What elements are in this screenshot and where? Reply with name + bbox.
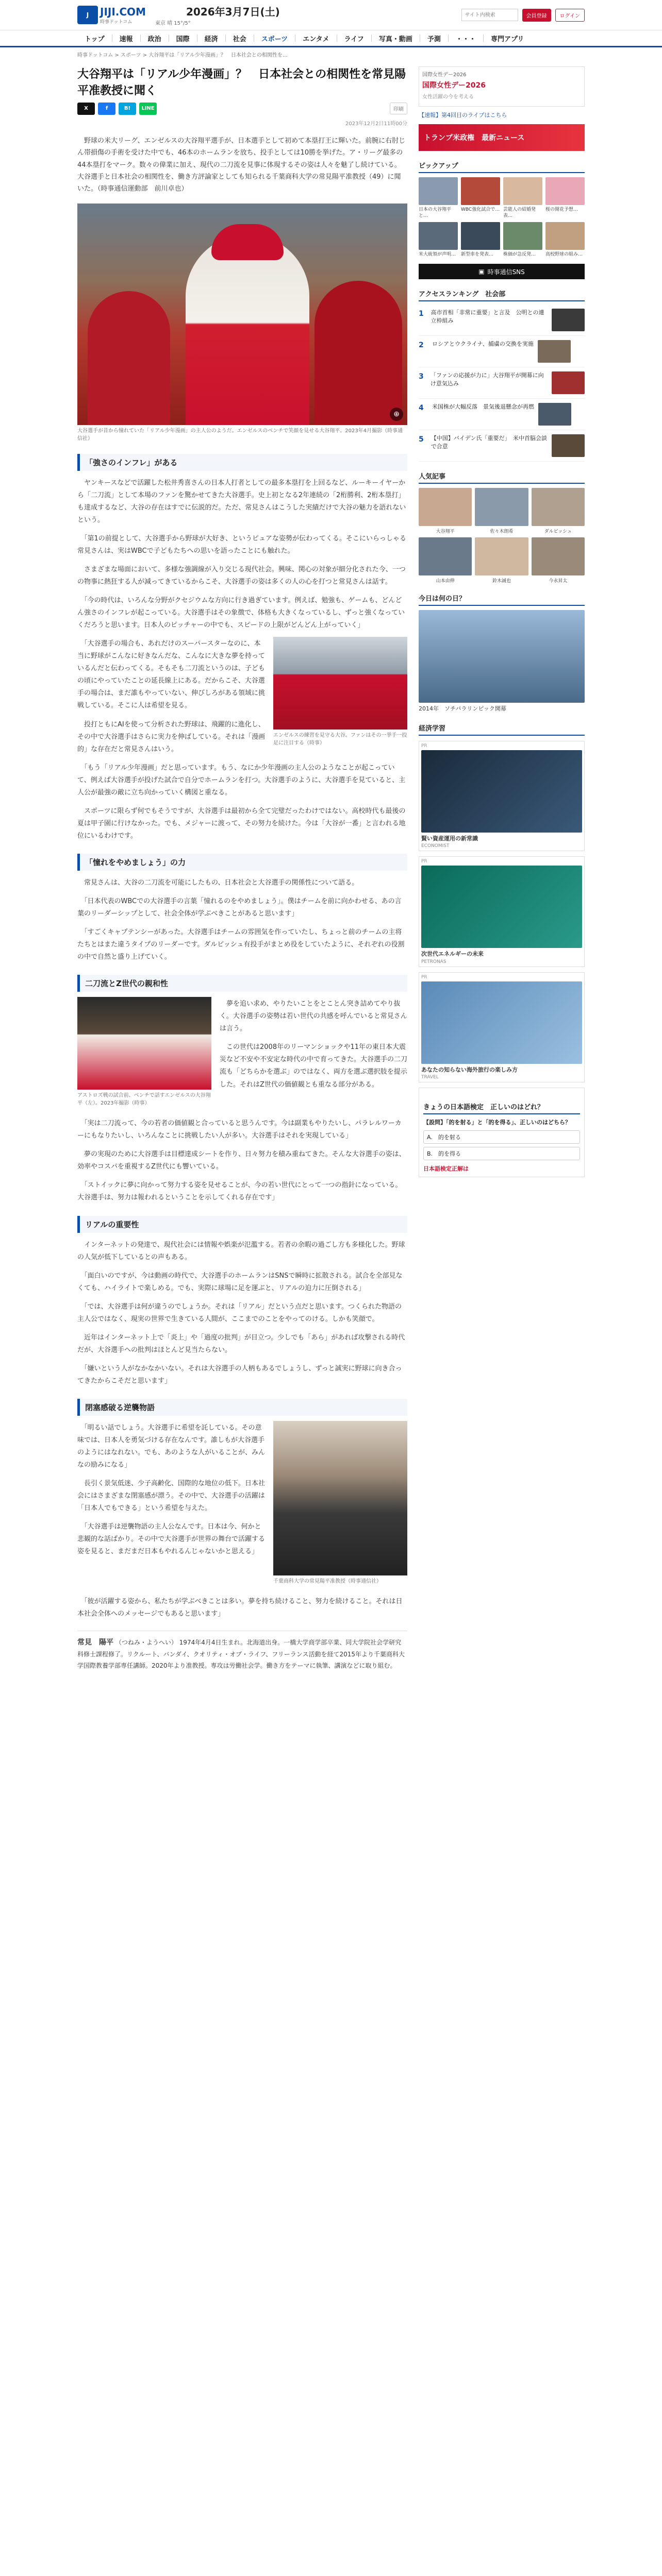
paragraph: 「では、大谷選手は何が違うのでしょうか。それは「リアル」だという点だと思います。つくられた物語の主人公ではなく、現実の世界で生きている人間が、ここまでのことをやってのける。しかも笑顔で。 [77,1302,402,1323]
ranking-item[interactable] [419,399,585,430]
people-grid [419,488,585,584]
pickup-title: ピックアップ [419,162,458,170]
nav-item[interactable]: エンタメ [303,35,329,43]
rank-number: 4 [419,404,424,413]
rank-number: 5 [419,435,424,444]
pickup-text: 新型車を発表… [461,252,494,258]
inline-photo-caption: アストロズ戦の試合前、ベンチで話すエンゼルスの大谷翔平（左）。2023年撮影（時事） [77,1093,211,1107]
pickup-item[interactable] [419,177,458,219]
pickup-thumb [503,222,542,250]
ad-pr-label: PR [421,859,427,865]
nav-item[interactable]: 経済 [204,35,218,43]
photo-person [88,291,170,425]
econ-heading [419,723,585,736]
pickup-item[interactable] [419,222,458,258]
ranking-item[interactable] [419,304,585,336]
author-profile [77,1631,407,1671]
sidebar-ad[interactable] [419,66,585,107]
nav-item[interactable]: トップ [85,35,105,43]
section-heading: 「憧れをやめましょう」の力 [77,854,407,871]
people-item[interactable] [475,537,528,584]
inline-photo-caption: エンゼルスの練習を見守る大谷。ファンはその一挙手一投足に注目する（時事） [273,733,407,747]
pickup-thumb [461,177,500,205]
people-item[interactable] [532,488,585,534]
nav-item[interactable]: 国際 [176,35,190,43]
quiz-option[interactable]: B. 的を得る [423,1147,580,1160]
trump-banner[interactable]: トランプ米政権 最新ニュース [419,124,585,151]
inline-photo[interactable] [273,1421,407,1585]
pickup-text: 日本の大谷翔平と… [419,207,452,219]
paragraph: インターネットの発達で、現代社会には情報や娯楽が氾濫する。若者の余暇の過ごし方も多様化した。野球の人気が低下しているとの声もある。 [77,1241,405,1261]
section-heading: 「強さのインフレ」がある [77,454,407,471]
main-nav [0,30,662,47]
photo-subject [186,234,309,425]
people-name: 佐々木朗希 [490,529,514,535]
ad-label: 国際女性デー2026 [422,72,467,78]
rank-number: 3 [419,372,424,381]
profile-reading: （つねみ・ようへい） [115,1639,177,1647]
ad-block[interactable] [419,741,585,851]
pickup-item[interactable] [461,222,500,258]
section-heading: 閉塞感破る逆襲物語 [77,1399,407,1416]
logo-icon: J [77,6,98,24]
ad-image [421,981,582,1064]
paragraph: 「実は二刀流って、今の若者の価値観と合っていると思うんです。今は副業もやりたいし、パラレルワーカーにもなりたいし、いろんなことに挑戦したい人が多い。大谷選手はそれを実現している」 [77,1120,402,1140]
register-button[interactable]: 会員登録 [522,9,551,22]
inline-photo-caption: 千葉商科大学の常見陽平准教授（時事通信社） [273,1578,382,1584]
search-input[interactable] [461,9,518,21]
pickup-item[interactable] [545,177,585,219]
pickup-heading [419,160,585,173]
ad-image [421,866,582,948]
ad-title: あなたの知らない海外旅行の楽しみ方 [421,1066,518,1073]
paragraph: 「もう「リアル少年漫画」だと思っています。もう、なにか少年漫画の主人公のようなことが起こっていて、例えば大谷選手が投げた試合で自分でホームランを打つ。大谷選手のように、大谷選手を見ていると、主人公が最強の敵に立ち向かっていく構図と重なる。 [77,764,406,796]
pickup-text: 高校野球の組み… [545,252,583,258]
nav-item[interactable]: 写真・動画 [378,35,412,43]
sns-button[interactable] [419,264,585,279]
site-header [0,0,662,30]
breadcrumb[interactable]: 時事ドットコム > スポーツ > 大谷翔平は「リアル少年漫画」？ 日本社会との相関性を… [77,53,288,58]
pickup-text: 桜の開花予想… [545,207,578,212]
paragraph: 夢を追い求め、やりたいことをとことん突き詰めてやり抜く。大谷選手の姿勢は若い世代の共感を呼んでいると常見さんは言う。 [220,1000,407,1033]
today-photo[interactable] [419,610,585,703]
rank-text: ロシアとウクライナ、捕虜の交換を実施 [432,341,534,348]
header-date: 2026年3月7日(土) [186,6,280,18]
people-name: 大谷翔平 [436,529,455,535]
sidebar [419,61,585,1671]
section-heading: リアルの重要性 [77,1216,407,1233]
paragraph: 「すごくキャプテンシーがあった。大谷選手はチームの雰囲気を作っていたし、ちょっと前のチームの主将たちとはまた違うタイプのリーダーです。ダルビッシュ有投手がまとめ役をしていたように、それぞれの役割の中で自然と盛り上げていく。 [77,928,405,961]
rank-thumb [552,309,585,331]
share-line-button[interactable]: LINE [139,103,157,115]
nav-item-more[interactable]: ・・・ [455,35,476,43]
nav-item[interactable]: 予測 [427,35,441,43]
share-x-button[interactable]: X [77,103,95,115]
rank-text: 高市首相「非常に重要」と言及 公明との連立枠組み [431,309,544,325]
photo-caption: 大谷選手が昔から憧れていた「リアル少年漫画」の主人公のようだ。エンゼルスのベンチで笑顔を見せる大谷翔平。2023年4月撮影（時事通信社） [77,428,403,442]
ad-block[interactable] [419,972,585,1082]
inline-photo-image [273,637,407,730]
inline-photo[interactable] [77,997,211,1107]
people-thumb [475,488,528,526]
pickup-text: 株価が急反発… [503,252,536,258]
pickup-thumb [419,222,458,250]
rank-number: 1 [419,310,424,318]
pickup-thumb [461,222,500,250]
rank-thumb [552,371,585,394]
photo-cap [211,224,284,260]
pickup-thumb [503,177,542,205]
inline-photo-image [77,997,211,1090]
ad-sub: 女性活躍の今を考える [422,94,474,100]
quiz-heading [423,1101,580,1114]
ranking-item[interactable] [419,336,585,367]
rank-text: 【中国】バイデン氏「重要だ」 米中首脳会談で合意 [431,435,548,450]
paragraph: 「第1の前提として、大谷選手から野球が大好き、というピュアな姿勢が伝わってくる。そこにいらっしゃる常見さんは、実はWBCで子どもたちへの思いを語ったことにも触れた。 [77,534,406,555]
rank-number: 2 [419,341,424,350]
section-heading: 二刀流とZ世代の親和性 [77,975,407,992]
ranking-list [419,304,585,462]
people-thumb [475,537,528,575]
paragraph: 「ストイックに夢に向かって努力する姿を見せることが、今の若い世代にとって一つの指針になっている。大谷選手は、努力は報われるということを示してくれる存在です」 [77,1181,402,1202]
share-facebook-button[interactable]: f [98,103,115,115]
people-thumb [419,537,472,575]
nav-item[interactable]: 社会 [233,35,246,43]
header-weather: 東京 晴 15°/5° [155,21,191,26]
nav-item-apps[interactable]: 専門アプリ [490,35,524,43]
print-button[interactable]: 印刷 [390,103,407,114]
sns-label: 時事通信SNS [487,268,525,276]
people-title: 人気記事 [419,473,446,481]
quiz-question: 【設問】「的を射る」と「的を得る」、正しいのはどちら？ [423,1119,571,1126]
rank-thumb [538,340,571,363]
nav-item[interactable]: ライフ [344,35,364,43]
ad-title: 国際女性デー2026 [422,81,486,90]
ad-image [421,750,582,833]
sidebar-link[interactable]: 【速報】第4回目のライブはこちら [419,112,507,118]
site-logo[interactable] [77,6,146,25]
paragraph: さまざまな場面において、多様な強調線が入り交じる現代社会。興味、関心の対象が細分化された今、一つの物事に熱狂する人が減ってきているからこそ、大谷選手の姿は多くの人の心を打つと常見さんは話す。 [77,566,406,586]
nav-item-sports[interactable]: スポーツ [261,35,288,43]
paragraph: 投打ともにAIを使って分析された野球は、飛躍的に進化し、その中で大谷選手はさらに実力を伸ばしている。それは「漫画的」な存在だと常見さんはいう。 [77,720,266,753]
people-item[interactable] [532,537,585,584]
paragraph: ヤンキースなどで活躍した松井秀喜さんの日本人打者としての最多本塁打を上回るなど、ルーキーイヤーから「二刀流」として本場のファンを驚かせてきた大谷選手。史上初となる2年連続の「2桁勝利、2桁本塁打」も達成するなど、大谷の存在はすでに伝説的だ。ただ、常見さんはこうした実績だけで大谷の魅力を語れないという。 [77,479,406,524]
nav-item[interactable]: 速報 [119,35,133,43]
share-hatena-button[interactable]: B! [119,103,136,115]
paragraph: スポーツに限らず何でもそうですが、大谷選手は最初から全て完璧だったわけではない。高校時代も最後の夏は甲子園に行けなかった。でも、メジャーに渡って、その努力を続けた。今は「大谷が一番」と言われる地位にいるわけです。 [77,807,406,840]
paragraph: 「今の時代は、いろんな分野がクセジウムな方向に行き過ぎています。例えば、勉強も、ゲームも、どんどん強さのインフレが起こっている。大谷選手はその象徴で、体格も大きくなっているし、ずっと強くなっていくだろうと思います。日本人のピッチャーの中でも、スピードの上限がどんどん上がっていく」 [77,597,405,630]
people-item[interactable] [475,488,528,534]
ad-block[interactable] [419,856,585,967]
people-name: 今永昇太 [549,579,568,584]
quiz-box [419,1088,585,1177]
paragraph: 「日本代表のWBCでの大谷選手の言葉「憧れるのをやめましょう」。僕はチームを前に向かわせる、あの言葉のリーダーシップとして、社会全体が学ぶべきことがあると思います」 [77,897,402,918]
paragraph: 近年はインターネット上で「炎上」や「過度の批判」が目立つ。少しでも「あら」があれば攻撃される時代だが、大谷選手への批判はほとんど見当たらない。 [77,1333,405,1354]
profile-text: 1974年4月4日生まれ。北海道出身。一橋大学商学部卒業、同大学院社会学研究科修士課程修了。リクルート、バンダイ、クオリティ・オブ・ライフ、フリーランス活動を経て2015年より千葉商科大学国際教養学部専任講師。2020年より准教授。専攻は労働社会学。働き方をテーマに執筆、講演などに取り組む。 [77,1639,405,1669]
article [77,61,407,1671]
ad-title: 賢い資産運用の新常識 [421,835,478,842]
pickup-item[interactable] [545,222,585,258]
quiz-option[interactable]: A. 的を射る [423,1130,580,1144]
share-bar [77,103,407,115]
profile-name: 常見 陽平 [77,1638,113,1647]
paragraph: 「彼が活躍する姿から、私たちが学ぶべきことは多い。夢を持ち続けること、努力を続けること。それは日本社会全体へのメッセージでもあると思います」 [77,1597,403,1618]
paragraph: 常見さんは、大谷の二刀流を可能にしたもの、日本社会と大谷選手の関係性について語る。 [77,878,359,887]
paragraph: 「明るい話でしょう。大谷選手に希望を託している。その意味では、日本人を勇気づける存在なんです。誰しもが大谷選手のようにはなれない。でも、あのような人がいることが、みんなの励みになる」 [77,1423,266,1469]
quiz-answer-link[interactable]: 日本語検定正解は [423,1165,469,1172]
main-photo[interactable] [77,204,407,425]
nav-item[interactable]: 政治 [147,35,161,43]
paragraph: 「面白いのですが、今は動画の時代で、大谷選手のホームランはSNSで瞬時に拡散される。試合を全部見なくても、ハイライトで楽しめる。でも、実際に球場に足を運ぶと、リアルの迫力に圧倒される」 [77,1272,403,1292]
ad-pr-label: PR [421,974,427,980]
people-thumb [532,537,585,575]
paragraph: 「大谷選手は逆襲物語の主人公なんです。日本は今、何かと悲観的な話ばかり。その中で大谷選手が世界の舞台で活躍する姿を見ると、まだまだ日本もやれるんじゃないかと思える」 [77,1523,266,1556]
ranking-title: アクセスランキング 社会部 [419,291,506,299]
rank-thumb [552,434,585,457]
people-heading [419,471,585,484]
ad-source: TRAVEL [421,1075,439,1080]
ad-pr-label: PR [421,743,427,749]
today-caption: 2014年 ソチパラリンピック開幕 [419,705,506,713]
zoom-icon[interactable]: ⊕ [390,408,403,421]
paragraph: この世代は2008年のリーマンショックや11年の東日本大震災など不安や不安定な時代の中で育ってきた。大谷選手の二刀流も「どちらかを選ぶ」のではなく、両方を選ぶ選択肢を提示した。それはZ世代の価値観とも重なる部分がある。 [220,1043,408,1089]
paragraph: 「大谷選手の場合も、あれだけのスーパースターなのに、本当に野球がこんなに好きなんだな、こんなに大きな夢を持っているんだと伝わってくる。そもそも二刀流というのは、子どもの頃にやっていたことの延長線上にある。だからこそ、大谷選手の場合は、まだ誰もやっていない、伸びしろがある領域に挑戦している。そこに人は希望を見る。 [77,640,266,710]
ranking-heading [419,289,585,301]
ranking-item[interactable] [419,430,585,462]
people-name: 鈴木誠也 [492,579,511,584]
pickup-grid [419,177,585,258]
sns-icon: ▣ [478,268,485,276]
people-item[interactable] [419,488,472,534]
pickup-thumb [545,222,585,250]
ranking-item[interactable] [419,367,585,399]
pickup-text: WBC強化試合で… [461,207,500,212]
today-title: 今日は何の日？ [419,595,466,603]
rank-text: 「ファンの応援が力に」大谷翔平が開幕に向け意気込み [430,372,544,387]
pickup-item[interactable] [461,177,500,219]
article-title: 大谷翔平は「リアル少年漫画」？ 日本社会との相関性を常見陽平准教授に聞く [77,68,406,97]
pickup-item[interactable] [503,177,542,219]
rank-thumb [538,403,571,426]
pickup-text: 芸能人の結婚発表… [503,207,536,219]
pickup-thumb [545,177,585,205]
inline-photo-image [273,1421,407,1575]
today-heading [419,593,585,606]
people-thumb [532,488,585,526]
people-name: 山本由伸 [436,579,455,584]
rank-text: 米国株が大幅反落 景気後退懸念が再燃 [432,403,534,411]
ad-source: PETRONAS [421,959,446,964]
paragraph: 夢の実現のために大谷選手は目標達成シートを作り、日々努力を積み重ねてきた。そんな大谷選手の姿は、効率やコスパを重視するZ世代にも響いている。 [77,1150,406,1171]
login-button[interactable]: ログイン [555,9,585,22]
paragraph: 「嫌いという人がなかなかいない。それは大谷選手の人柄もあるでしょうし、ずっと誠実に野球に向き合ってきたからこそだと思います」 [77,1364,402,1385]
people-thumb [419,488,472,526]
article-lead: 野球の米大リーグ、エンゼルスの大谷翔平選手が、日本選手として初めて本塁打王に輝いた。前腕に右肘じん帯損傷の手術を受けた中でも、46本のホームランを放ち、投手としては10勝を挙げた。ア・リーグ最多の44本塁打をマーク。数々の偉業に加え、現代の二刀流を見事に体現するその姿は人々を魅了し続けている。大谷選手と日本社会の相関性を、働き方評論家としても知られる千葉商科大学の常見陽平准教授（49）に聞いた。（時事通信運動部 前川卓也） [77,137,406,193]
ad-title: 次世代エネルギーの未来 [421,951,484,958]
ad-source: ECONOMIST [421,843,450,849]
logo-sub: 時事ドットコム [100,19,133,25]
paragraph: 長引く景気低迷、少子高齢化、国際的な地位の低下。日本社会にはさまざまな閉塞感が漂う。その中で、大谷選手の活躍は「日本人でもできる」という希望を与えた。 [77,1480,266,1513]
article-date: 2023年12月2日11時00分 [345,121,407,127]
photo-person [315,281,402,425]
quiz-title: きょうの日本語検定 正しいのはどれ？ [423,1104,544,1112]
pickup-text: 米大統領が声明… [419,252,456,258]
pickup-thumb [419,177,458,205]
pickup-item[interactable] [503,222,542,258]
people-item[interactable] [419,537,472,584]
inline-photo[interactable] [273,637,407,747]
logo-text: JIJI.COM [100,5,146,18]
econ-title: 経済学習 [419,724,446,733]
people-name: ダルビッシュ [544,529,572,535]
